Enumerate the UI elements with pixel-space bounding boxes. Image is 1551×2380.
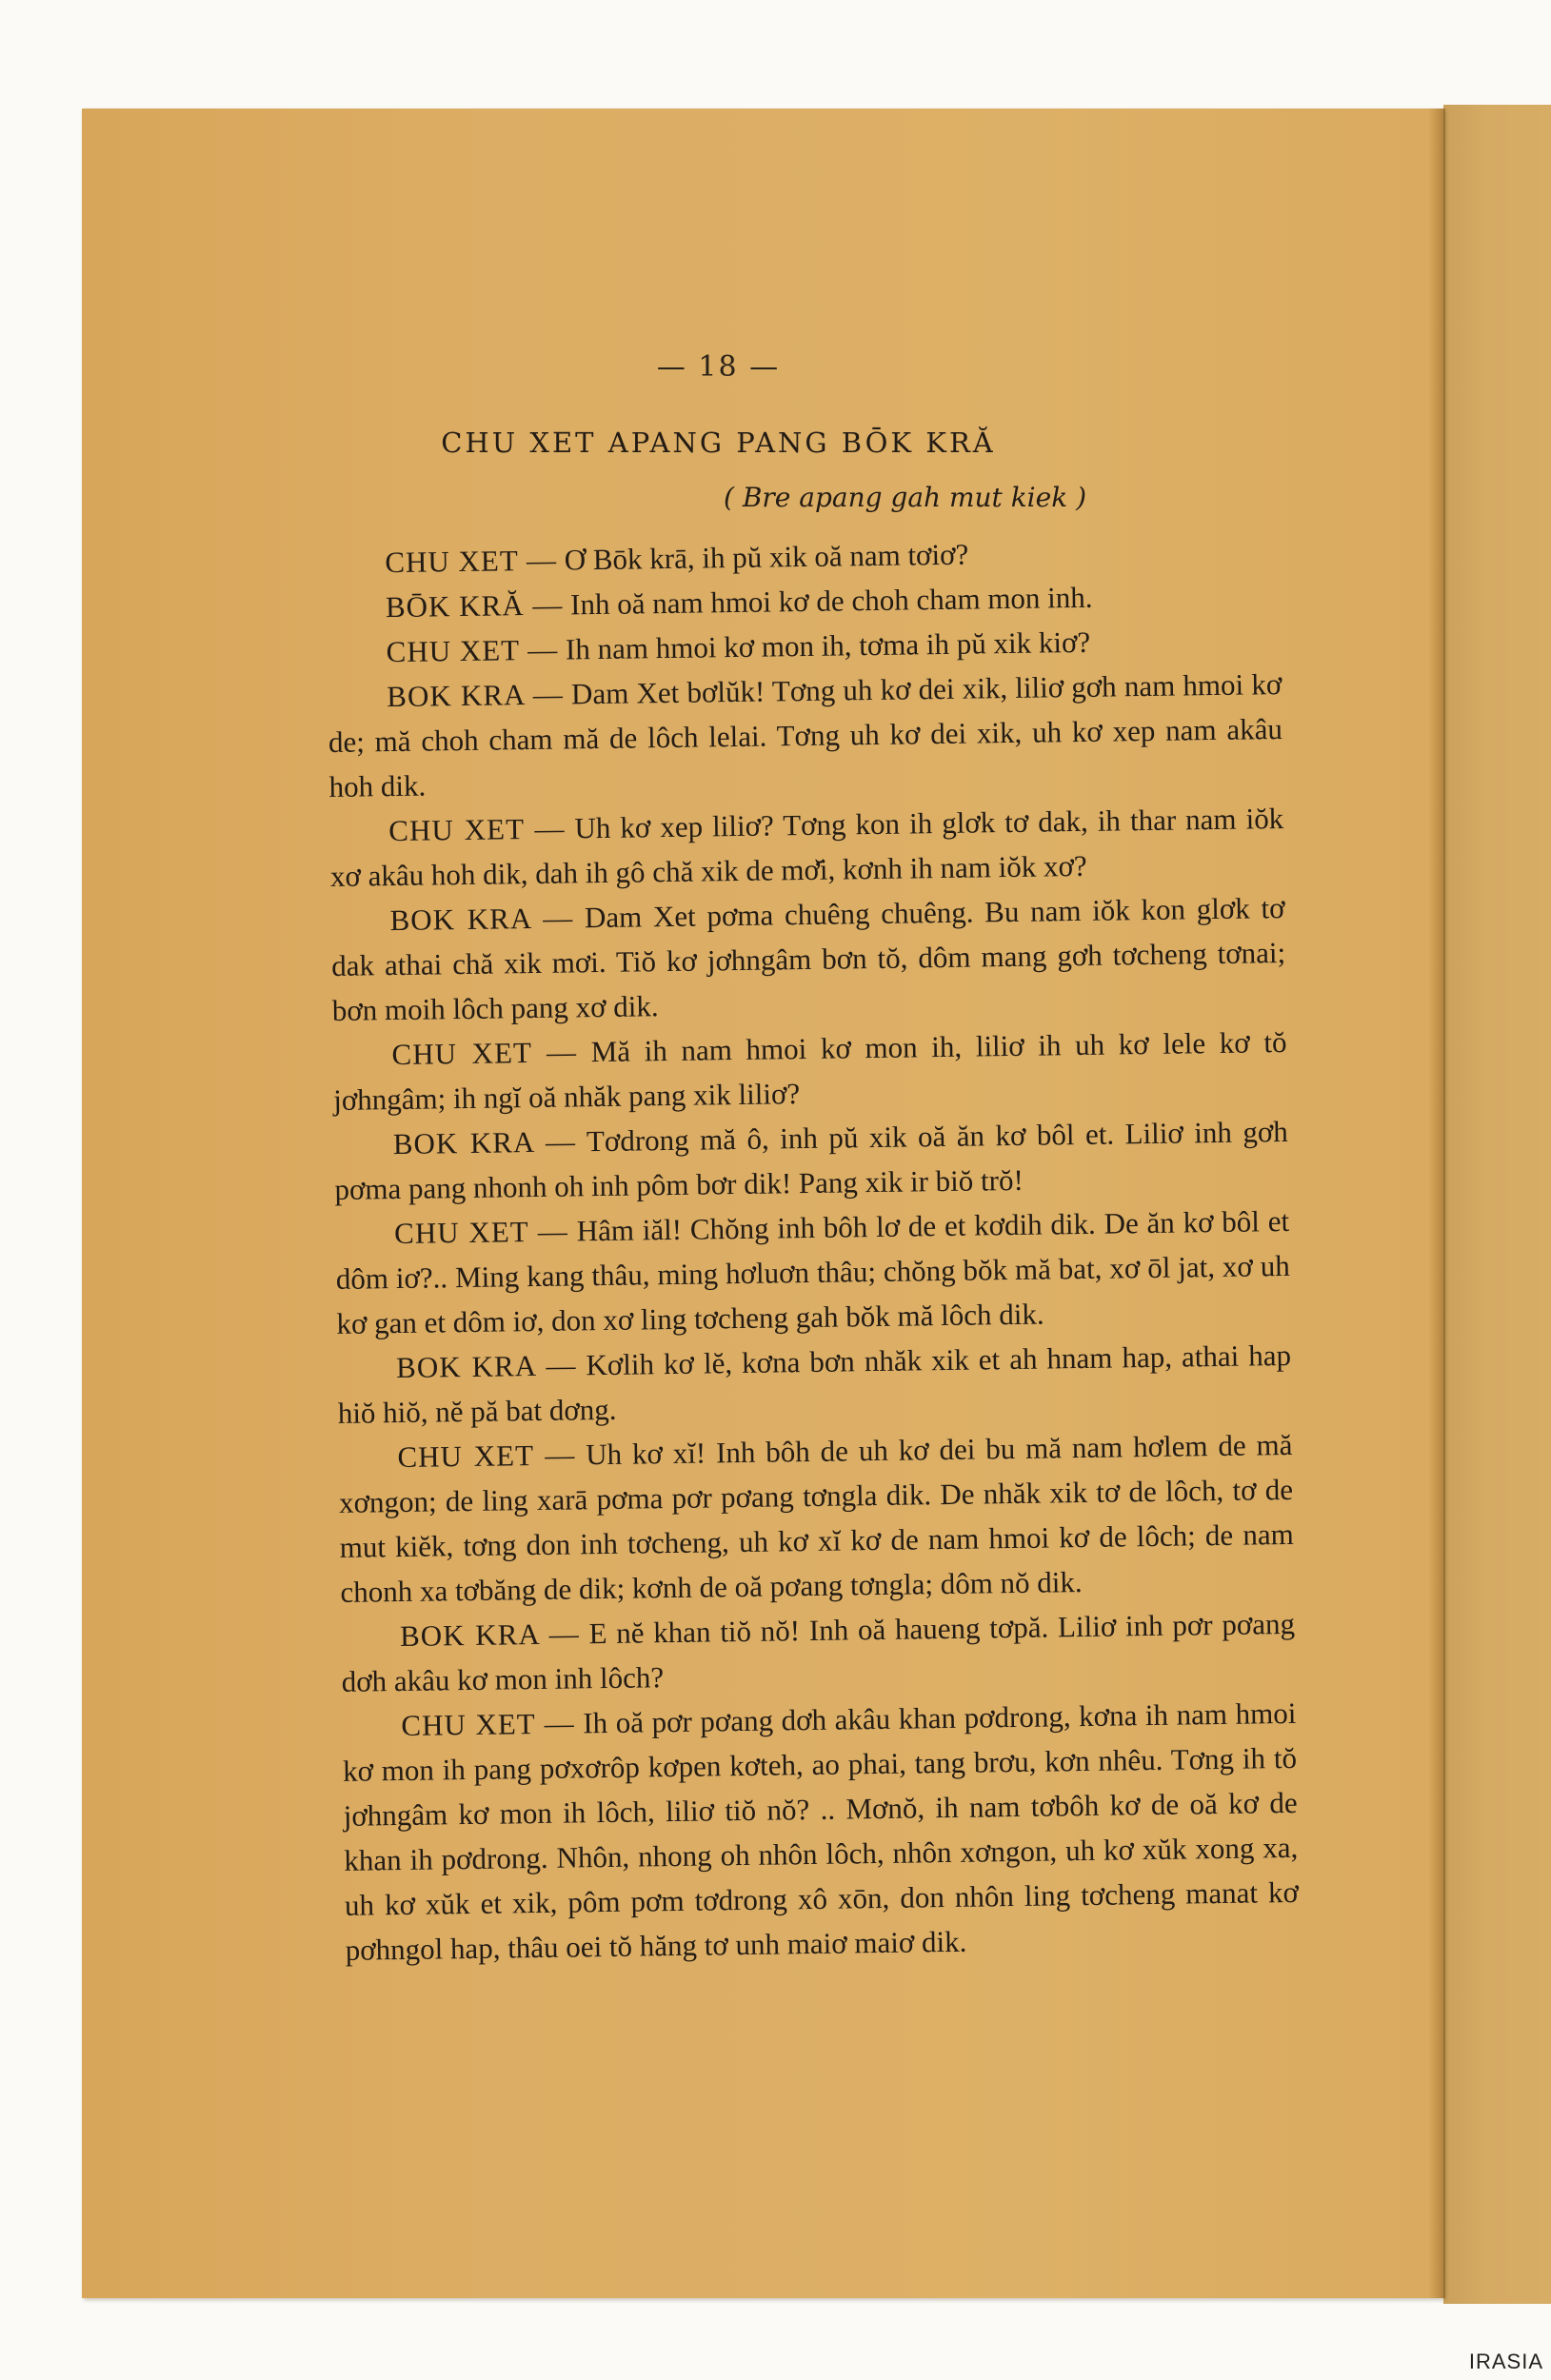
dialogue-body xyxy=(326,527,1300,1973)
speaker-name: CHU XET — xyxy=(393,1214,569,1251)
page-title: CHU XET APANG PANG BŌK KRĂ xyxy=(441,426,996,459)
speaker-name: BOK KRA — xyxy=(389,901,574,938)
dialogue-line: Dam Xet bơlŭk! Tơng uh kơ dei xik, liliơ gơh nam hmoi kơ de; mă choh cham mă de lôch lelai. Tơng uh kơ dei xik, uh kơ xep nam akâu hoh dik. xyxy=(328,666,1283,803)
dialogue-line: Hâm iăl! Chŏng inh bôh lơ de et kơdih dik. De ăn kơ bôl et dôm iơ?.. Ming kang thâu, ming hơluơn thâu; chŏng bŏk mă bat, xơ ōl jat, xơ uh kơ gan et dôm iơ, don xơ ling tơcheng gah bŏk mă lôch dik. xyxy=(335,1203,1290,1340)
dialogue-paragraph xyxy=(329,796,1284,899)
dialogue-paragraph xyxy=(328,662,1283,809)
dialogue-line: Ih nam hmoi kơ mon ih, tơma ih pŭ xik kiơ? xyxy=(558,625,1091,666)
speaker-name: CHU XET — xyxy=(391,1035,578,1072)
dialogue-paragraph xyxy=(330,885,1286,1033)
speaker-name: BOK KRA — xyxy=(392,1124,577,1161)
speaker-name: CHU XET — xyxy=(385,543,558,580)
dialogue-line: Inh oă nam hmoi kơ de choh cham mon inh. xyxy=(563,580,1093,622)
dialogue-line: E nĕ khan tiŏ nŏ! Inh oă haueng tơpă. Liliơ inh pơr pơang dơh akâu kơ mon inh lôch? xyxy=(341,1606,1296,1698)
speaker-name: BŌK KRĂ — xyxy=(385,587,564,625)
dialogue-line: Tơdrong mă ô, inh pŭ xik oă ăn kơ bôl et. Liliơ inh gơh pơma pang nhonh oh inh pôm bơr dik! Pang xik ir biŏ trŏ! xyxy=(334,1114,1289,1206)
dialogue-line: Uh kơ xep liliơ? Tơng kon ih glơk tơ dak, ih thar nam iŏk xơ akâu hoh dik, dah ih gô chă xik de mơ̆i, kơnh ih nam iŏk xơ? xyxy=(329,801,1284,893)
dialogue-paragraph xyxy=(342,1691,1300,1973)
dialogue-line: Kơlih kơ lĕ, kơna bơn nhăk xik et ah hnam hap, athai hap hiŏ hiŏ, nĕ pă bat dơng. xyxy=(337,1338,1292,1430)
page-number: — 18 — xyxy=(656,350,781,384)
speaker-name: BOK KRA — xyxy=(395,1348,577,1385)
dialogue-line: Uh kơ xĭ! Inh bôh de uh kơ dei bu mă nam hơlem de mă xơngon; de ling xarā pơma pơr pơang tơngla dik. De nhăk xik tơ de lôch, tơ de mut kiĕk, tơng don inh tơcheng, uh kơ xĭ kơ de nam hmoi kơ de lôch; de nam chonh xa tơbăng de dik; kơnh de oă pơang tơngla; dôm nŏ dik. xyxy=(338,1427,1294,1609)
speaker-name: CHU XET — xyxy=(397,1438,576,1475)
dialogue-paragraph xyxy=(335,1199,1291,1346)
speaker-name: CHU XET — xyxy=(388,811,566,848)
speaker-name: CHU XET — xyxy=(386,632,559,669)
dialogue-line: Ơ Bōk krā, ih pŭ xik oă nam tơiơ? xyxy=(556,537,969,577)
dialogue-paragraph xyxy=(332,1020,1287,1122)
speaker-name: BOK KRA — xyxy=(387,677,565,714)
dialogue-paragraph xyxy=(338,1422,1295,1615)
speaker-name: CHU XET — xyxy=(401,1706,575,1743)
watermark-label: IRASIA xyxy=(1468,2350,1543,2373)
dialogue-line: Mă ih nam hmoi kơ mon ih, liliơ ih uh kơ lele kơ tŏ jơhngâm; ih ngĭ oă nhăk pang xik liliơ? xyxy=(332,1024,1287,1117)
speaker-name: BOK KRA — xyxy=(399,1616,581,1654)
dialogue-line: Ih oă pơr pơang dơh akâu khan pơdrong, kơna ih nam hmoi kơ mon ih pang pơxơrôp kơpen kơteh, ao phai, tang brơu, kơn nhêu. Tơng ih tŏ jơhngâm kơ mon ih lôch, liliơ tiŏ nŏ? .. Mơnŏ, ih nam tơbôh kơ de oă kơ de khan ih pơdrong. Nhôn, nhong oh nhôn lôch, nhôn xơngon, uh kơ xŭk xong xa, uh kơ xŭk et xik, pôm pơm tơdrong xô xōn, don nhôn ling tơcheng manat kơ pơhngol hap, thâu oei tŏ hăng tơ unh maiơ maiơ dik. xyxy=(342,1696,1300,1967)
dialogue-paragraph xyxy=(341,1601,1296,1704)
dialogue-paragraph xyxy=(334,1109,1289,1212)
page-subtitle: ( Bre apang gah mut kiek ) xyxy=(724,482,1086,513)
dialogue-line: Dam Xet pơma chuêng chuêng. Bu nam iŏk kon glơk tơ dak athai chă xik mơi. Tiŏ kơ jơhngâm bơn tŏ, dôm mang gơh tơcheng tơnai; bơn moih lôch pang xơ dik. xyxy=(330,890,1286,1027)
dialogue-paragraph xyxy=(337,1333,1292,1436)
